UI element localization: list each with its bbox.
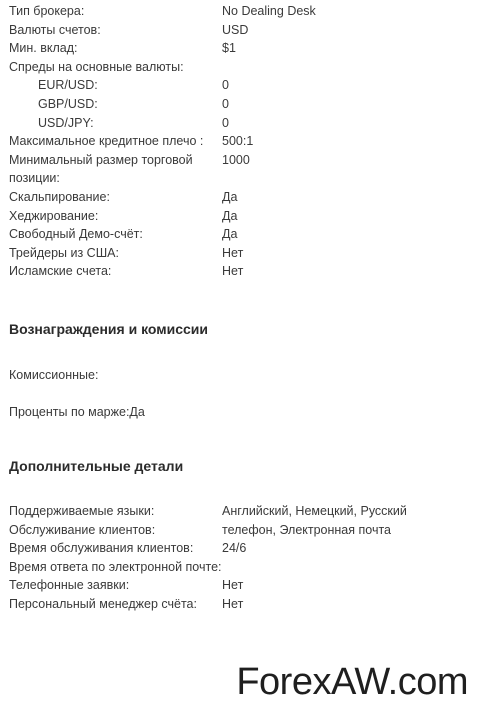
info-value: Да	[222, 208, 238, 223]
info-value: USD	[222, 22, 249, 37]
broker-info-list	[9, 2, 469, 281]
info-row-eurusd	[9, 76, 469, 95]
info-label: Спреды на основные валюты:	[9, 59, 184, 74]
info-label: Валюты счетов:	[9, 22, 101, 37]
margin-interest-text: Проценты по марже:Да	[9, 405, 145, 419]
info-value: Английский, Немецкий, Русский	[222, 504, 407, 518]
info-label: Время обслуживания клиентов:	[9, 541, 194, 556]
info-label: GBP/USD:	[38, 96, 98, 111]
info-row-free-demo	[9, 225, 469, 244]
details-row-email-response	[9, 558, 469, 577]
info-value: $1	[222, 41, 236, 56]
info-label: Время ответа по электронной почте:	[9, 559, 222, 574]
site-watermark: ForexAW.com	[236, 661, 468, 703]
info-label: USD/JPY:	[38, 115, 94, 130]
info-label: Обслуживание клиентов:	[9, 522, 156, 537]
info-row-spreads	[9, 58, 469, 77]
details-row-service-hours	[9, 539, 469, 558]
info-label: Свободный Демо-счёт:	[9, 227, 143, 242]
info-value: телефон, Электронная почта	[222, 522, 392, 537]
info-value: Нет	[222, 264, 244, 279]
info-label: Минимальный размер торговой позиции:	[9, 152, 193, 186]
info-label: Тип брокера:	[9, 4, 85, 18]
info-label: Поддерживаемые языки:	[9, 504, 155, 518]
info-label: Персональный менеджер счёта:	[9, 596, 197, 611]
details-row-account-manager	[9, 595, 469, 614]
info-row-min-position	[9, 151, 469, 188]
info-label: Хеджирование:	[9, 208, 99, 223]
info-row-account-currency	[9, 21, 469, 40]
info-label: EUR/USD:	[38, 78, 98, 93]
info-row-min-deposit	[9, 39, 469, 58]
info-value: 500:1	[222, 134, 254, 149]
info-label: Скальпирование:	[9, 189, 110, 204]
info-value: 0	[222, 115, 229, 130]
info-label: Трейдеры из США:	[9, 245, 119, 260]
info-value: Нет	[222, 245, 244, 260]
info-label: Максимальное кредитное плечо :	[9, 134, 204, 149]
info-value: Нет	[222, 578, 244, 593]
info-value	[222, 58, 469, 77]
info-value: 24/6	[222, 541, 247, 556]
details-row-languages	[9, 502, 469, 521]
rewards-heading: Вознаграждения и комиссии	[9, 321, 209, 337]
info-value	[222, 558, 469, 577]
details-heading: Дополнительные детали	[9, 458, 184, 474]
info-value: Да	[222, 189, 238, 204]
info-row-gbpusd	[9, 95, 469, 114]
details-row-customer-service	[9, 521, 469, 540]
commission-text: Комиссионные:	[9, 368, 99, 382]
info-value: 0	[222, 78, 229, 93]
info-label: Исламские счета:	[9, 264, 112, 279]
info-value: No Dealing Desk	[222, 4, 316, 18]
info-label: Телефонные заявки:	[9, 578, 130, 593]
info-value: Нет	[222, 596, 244, 611]
info-row-max-leverage	[9, 132, 469, 151]
info-row-usdjpy	[9, 114, 469, 133]
info-row-broker-type	[9, 2, 469, 21]
details-row-phone-orders	[9, 576, 469, 595]
info-row-islamic-accounts	[9, 262, 469, 281]
info-label: Мин. вклад:	[9, 41, 78, 56]
info-row-us-traders	[9, 244, 469, 263]
info-row-hedging	[9, 207, 469, 226]
info-value: 1000	[222, 152, 250, 167]
info-value: 0	[222, 96, 229, 111]
info-value: Да	[222, 227, 238, 242]
details-list	[9, 502, 469, 614]
info-row-scalping	[9, 188, 469, 207]
